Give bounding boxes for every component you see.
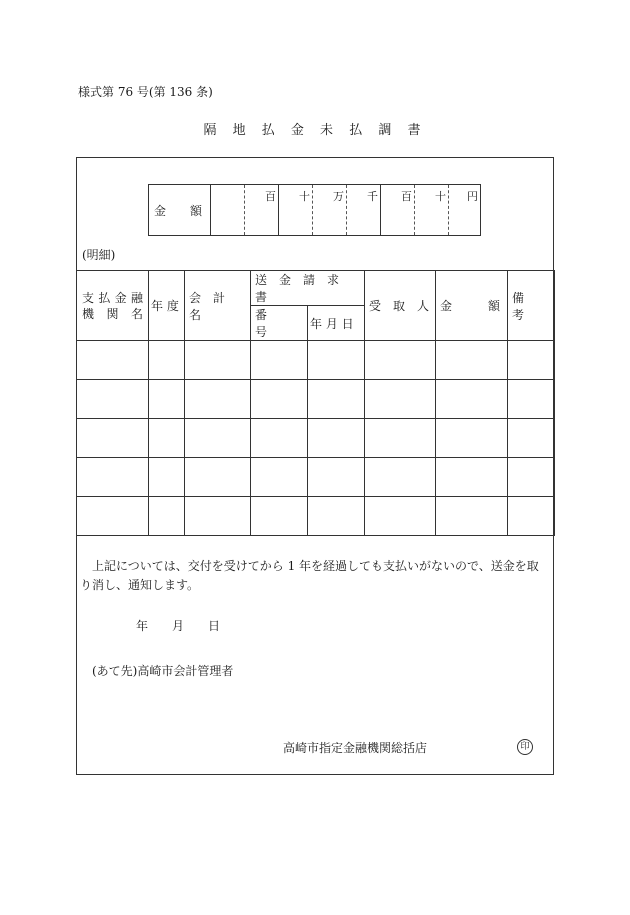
cell-bank[interactable]: [77, 458, 149, 497]
cell-account[interactable]: [185, 341, 251, 380]
cell-amount[interactable]: [436, 497, 508, 536]
cell-date[interactable]: [308, 341, 365, 380]
table-row: [77, 341, 555, 380]
table-row: [77, 458, 555, 497]
table-row: [77, 497, 555, 536]
cell-year[interactable]: [149, 419, 185, 458]
header-number: 番 号: [251, 306, 308, 341]
cell-account[interactable]: [185, 497, 251, 536]
cell-remarks[interactable]: [508, 419, 555, 458]
digit-divider: [312, 185, 313, 235]
table-row: [77, 419, 555, 458]
cell-number[interactable]: [251, 380, 308, 419]
header-account: 会 計 名: [185, 271, 251, 341]
cell-date[interactable]: [308, 458, 365, 497]
digit-divider: [414, 185, 415, 235]
cell-number[interactable]: [251, 458, 308, 497]
cell-bank[interactable]: [77, 497, 149, 536]
cell-date[interactable]: [308, 380, 365, 419]
cell-recipient[interactable]: [365, 497, 436, 536]
cell-amount[interactable]: [436, 419, 508, 458]
sender-name: 高崎市指定金融機関総括店: [283, 741, 428, 755]
header-remarks: 備 考: [508, 271, 555, 341]
cell-year[interactable]: [149, 458, 185, 497]
cell-remarks[interactable]: [508, 458, 555, 497]
cell-bank[interactable]: [77, 380, 149, 419]
cell-number[interactable]: [251, 341, 308, 380]
cell-date[interactable]: [308, 419, 365, 458]
details-label: (明細): [82, 248, 116, 262]
digit-divider: [346, 185, 347, 235]
cell-account[interactable]: [185, 458, 251, 497]
detail-table: [76, 270, 555, 536]
notice-text: 上記については、交付を受けてから 1 年を経過しても支払いがないので、送金を取り消し、通知します。: [80, 559, 539, 592]
cell-account[interactable]: [185, 380, 251, 419]
cell-amount[interactable]: [436, 341, 508, 380]
cell-remarks[interactable]: [508, 380, 555, 419]
cell-bank[interactable]: [77, 419, 149, 458]
cell-amount[interactable]: [436, 458, 508, 497]
header-bank: [77, 271, 149, 341]
header-year: 年 度: [149, 271, 185, 341]
cell-remarks[interactable]: [508, 497, 555, 536]
table-row: [77, 380, 555, 419]
digit-divider: [380, 185, 381, 235]
cell-recipient[interactable]: [365, 380, 436, 419]
digit-unit: 十: [435, 190, 446, 203]
amount-label: 金 額: [154, 204, 203, 218]
digit-unit: 十: [299, 190, 310, 203]
cell-bank[interactable]: [77, 341, 149, 380]
digit-unit: 百: [265, 190, 276, 203]
cell-number[interactable]: [251, 419, 308, 458]
header-recipient: 受 取 人: [365, 271, 436, 341]
addressee: (あて先)高崎市会計管理者: [92, 664, 234, 678]
cell-number[interactable]: [251, 497, 308, 536]
cell-date[interactable]: [308, 497, 365, 536]
seal-mark: 印: [517, 739, 533, 755]
cell-year[interactable]: [149, 497, 185, 536]
digit-unit: 千: [367, 190, 378, 203]
digit-divider: [244, 185, 245, 235]
header-bank-line1: 支 払 金 融: [82, 290, 143, 305]
header-amount: 金 額: [436, 271, 508, 341]
cell-recipient[interactable]: [365, 458, 436, 497]
amount-divider: [210, 185, 211, 235]
header-date: 年 月 日: [308, 306, 365, 341]
cell-year[interactable]: [149, 341, 185, 380]
header-remit-request: 送 金 請 求 書: [251, 271, 365, 306]
form-number-label: 様式第 76 号(第 136 条): [78, 85, 213, 99]
digit-divider: [448, 185, 449, 235]
document-title: 隔 地 払 金 未 払 調 書: [203, 123, 427, 138]
cell-recipient[interactable]: [365, 419, 436, 458]
cell-recipient[interactable]: [365, 341, 436, 380]
digit-unit: 百: [401, 190, 412, 203]
cell-year[interactable]: [149, 380, 185, 419]
cell-account[interactable]: [185, 419, 251, 458]
digit-divider: [278, 185, 279, 235]
cell-amount[interactable]: [436, 380, 508, 419]
date-line: 年 月 日: [136, 619, 221, 633]
cell-remarks[interactable]: [508, 341, 555, 380]
digit-unit: 円: [467, 190, 478, 203]
header-bank-line2: 機 関 名: [82, 306, 143, 321]
digit-unit: 万: [333, 190, 344, 203]
amount-box: [148, 184, 481, 236]
